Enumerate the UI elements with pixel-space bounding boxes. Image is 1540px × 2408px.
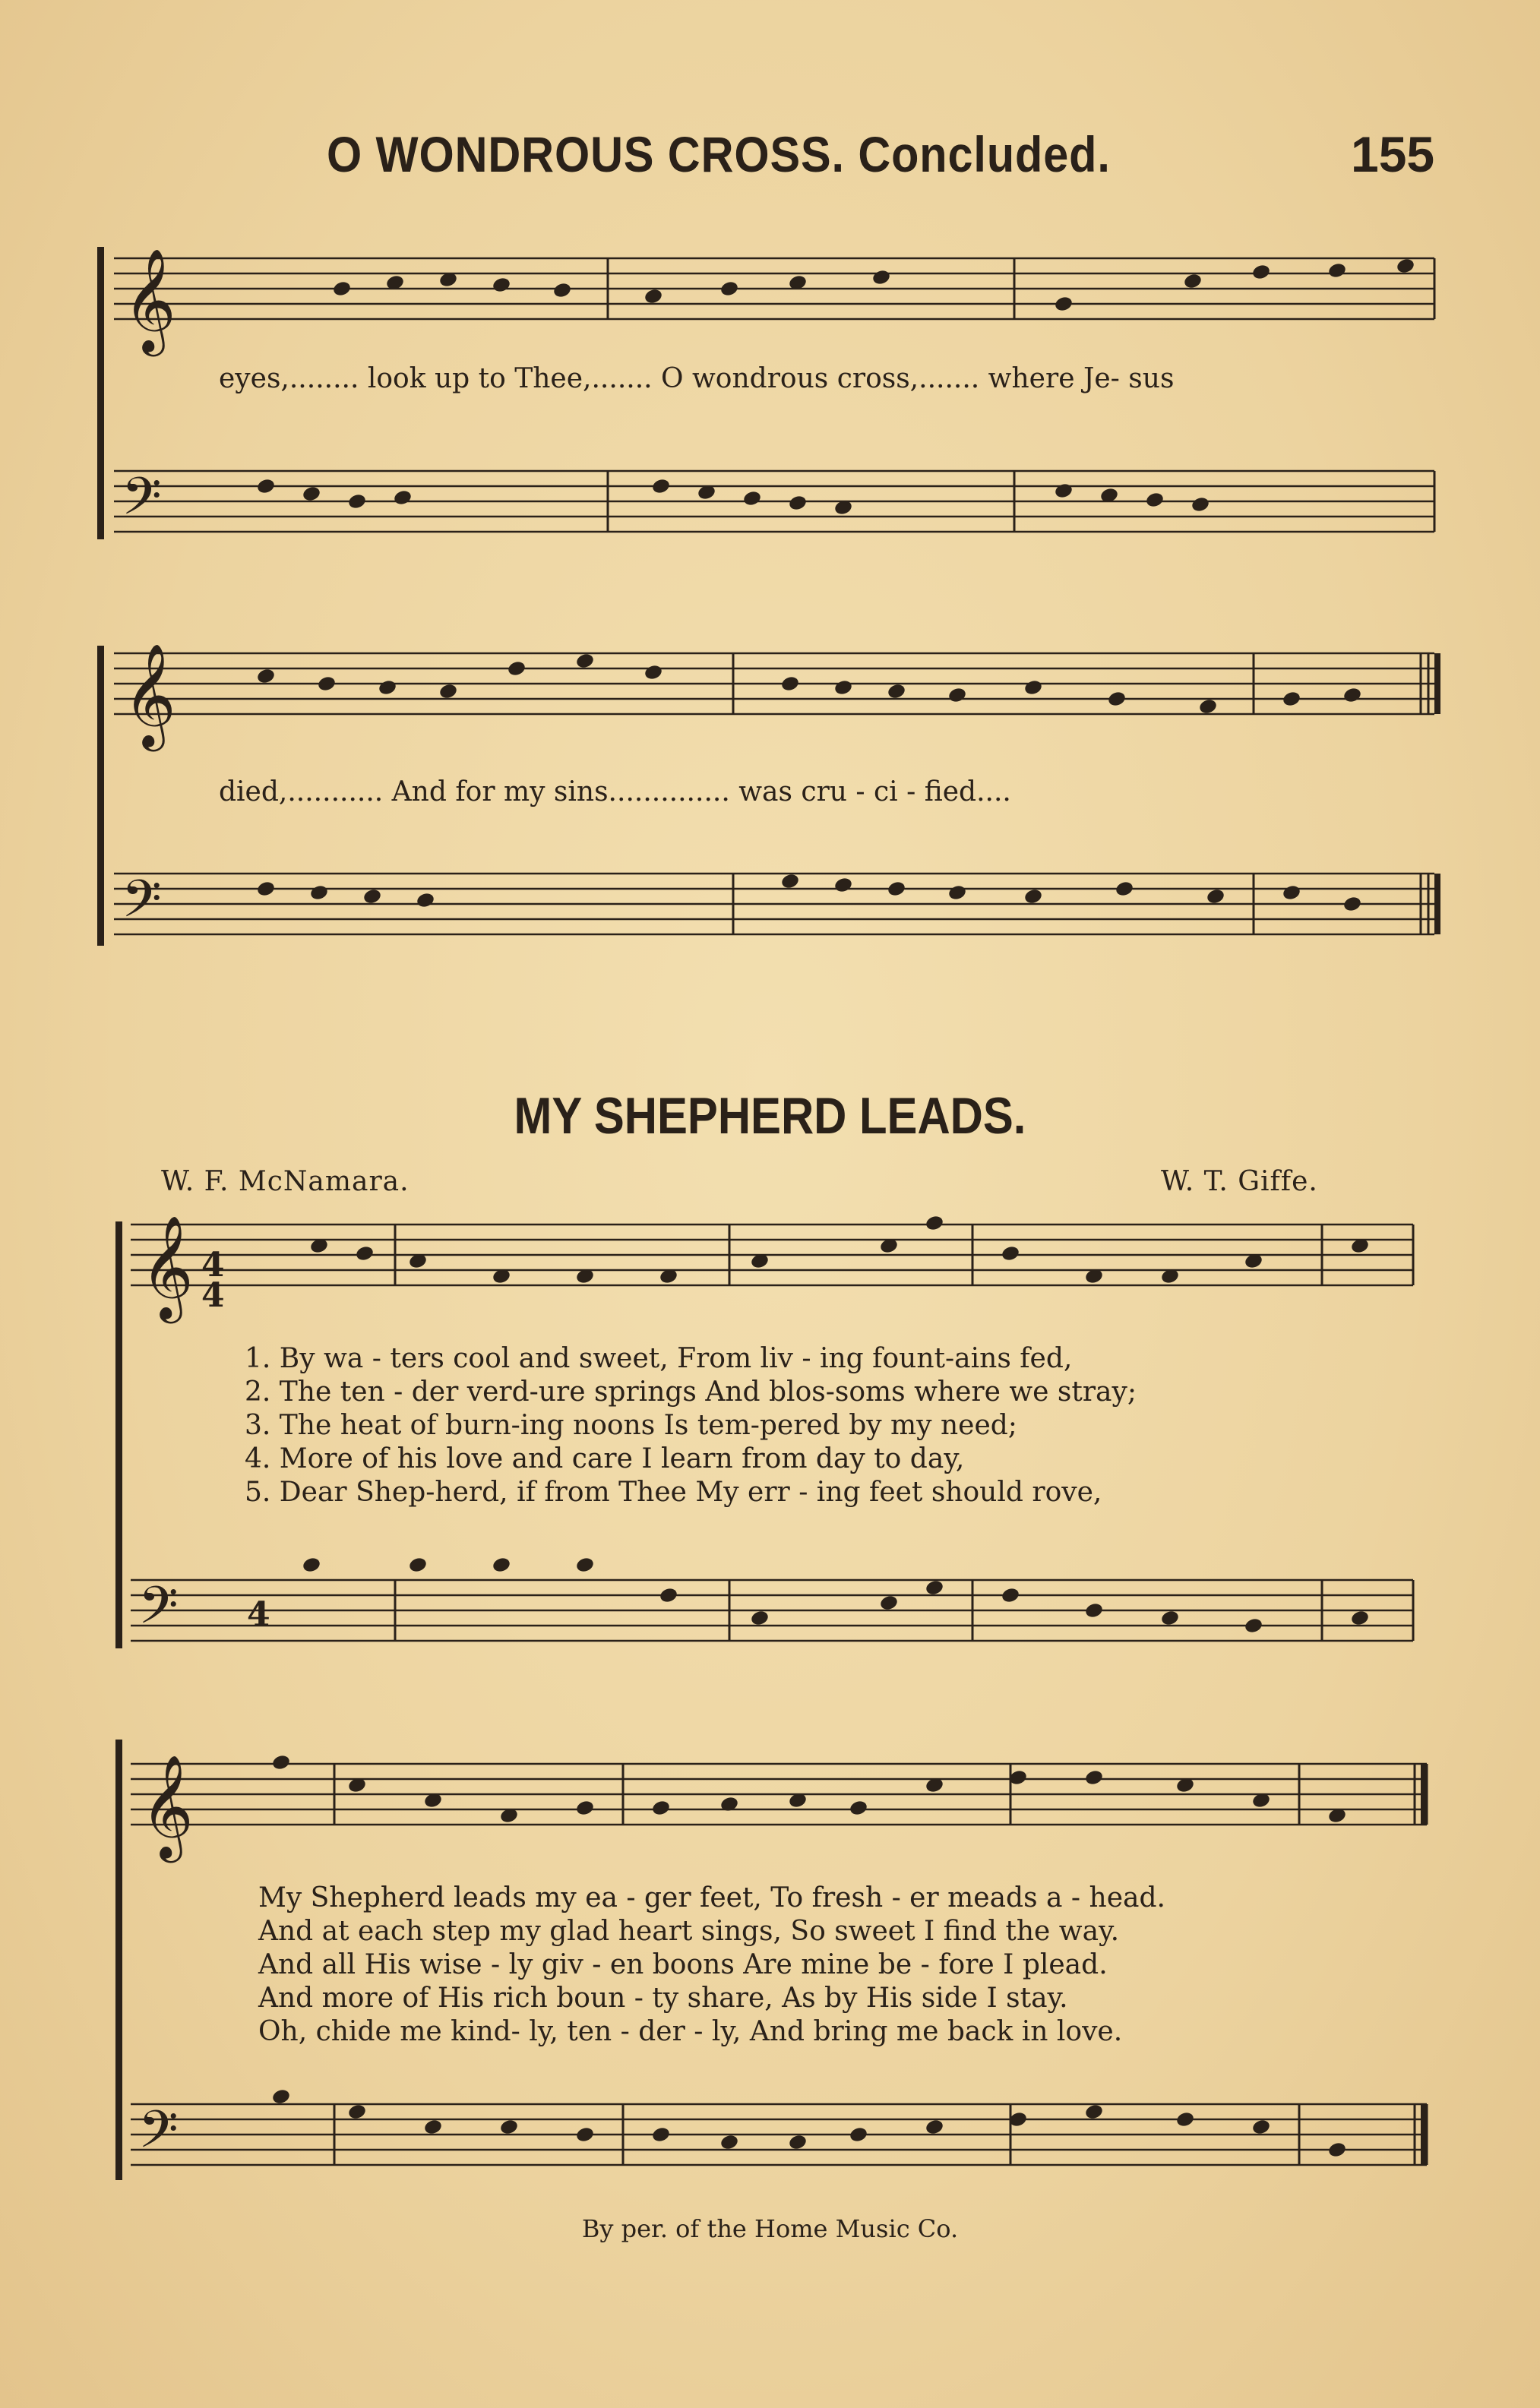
- system-2-bass-notehead: [947, 883, 967, 901]
- system-3-brace: [115, 1221, 122, 1648]
- system-1-brace: [97, 247, 104, 539]
- system-2-bass-notehead: [416, 891, 435, 909]
- system-1-treble-notehead: [492, 276, 511, 293]
- system-2-treble-notehead: [256, 667, 276, 684]
- system-3-time-sig-top: 4: [201, 1246, 225, 1285]
- system-1-treble-notehead: [871, 268, 891, 286]
- system-3-bass-notehead: [408, 1556, 428, 1573]
- system-4-treble-notehead: [849, 1799, 868, 1816]
- system-2-treble-notehead: [317, 675, 337, 692]
- page-header-title: O WONDROUS CROSS. Concluded.: [327, 126, 1111, 182]
- verses-part-2: [258, 1882, 1165, 2049]
- system-4-bass-notehead: [788, 2133, 808, 2150]
- system-2-treble-notehead: [887, 682, 906, 700]
- song-title: MY SHEPHERD LEADS.: [514, 1087, 1026, 1145]
- system-3-bass-notehead: [879, 1594, 899, 1611]
- system-3-bass-notehead: [1160, 1609, 1180, 1626]
- system-4-treble-notehead: [575, 1799, 595, 1816]
- system-3-treble-notehead: [355, 1244, 375, 1262]
- system-4-treble-notehead: [1084, 1768, 1104, 1786]
- system-1-treble-notehead: [644, 287, 663, 305]
- system-4-bass-notehead: [849, 2125, 868, 2143]
- system-1-treble-notehead: [332, 280, 352, 297]
- system-4-bass-notehead: [1084, 2103, 1104, 2120]
- system-4-bass-notehead: [575, 2125, 595, 2143]
- verse-2-part-1: 2. The ten - der verd-ure springs And blos-soms where we stray;: [245, 1376, 1137, 1408]
- composer-credit: W. T. Giffe.: [1161, 1166, 1318, 1197]
- system-2-bass-notehead: [833, 876, 853, 893]
- system-3-bass-notehead: [1244, 1616, 1263, 1634]
- system-3-bass-notehead: [575, 1556, 595, 1573]
- system-3-treble-notehead: [925, 1214, 944, 1231]
- system-2-bass-notehead: [887, 880, 906, 897]
- system-2-brace: [97, 646, 104, 946]
- system-4-bass-endbar-thick: [1421, 2104, 1427, 2165]
- system-4-bass-notehead: [1251, 2118, 1271, 2135]
- system-3-bass-notehead: [750, 1609, 770, 1626]
- system-1-bass-notehead: [1145, 491, 1165, 508]
- system-2-treble-notehead: [507, 659, 527, 677]
- system-1-bass-notehead: [302, 485, 321, 502]
- system-3-treble-notehead: [1001, 1244, 1020, 1262]
- system-2-bass-endbar-thick: [1434, 874, 1440, 934]
- system-3-bass-time-sig: 4: [247, 1595, 270, 1634]
- system-3-bass-notehead: [659, 1586, 678, 1604]
- system-2-treble-notehead: [1198, 697, 1218, 715]
- system-2-treble-endbar-thick: [1434, 653, 1440, 714]
- system-1-bass-notehead: [788, 494, 808, 511]
- system-1-treble-notehead: [1327, 261, 1347, 279]
- system-2-bass-notehead: [309, 883, 329, 901]
- system-1-bass-notehead: [347, 492, 367, 510]
- system-1-treble-notehead: [552, 281, 572, 299]
- system-4-bass-notehead: [423, 2118, 443, 2135]
- system-4-bass-notehead: [925, 2118, 944, 2135]
- system-1-treble-notehead: [1183, 272, 1203, 289]
- verse-4-part-1: 4. More of his love and care I learn from day to day,: [245, 1443, 965, 1474]
- system-2-treble-notehead: [1107, 690, 1127, 707]
- verse-1-part-2: My Shepherd leads my ea - ger feet, To fresh - er meads a - head.: [258, 1882, 1165, 1913]
- system-3-bass-notehead: [492, 1556, 511, 1573]
- system-4-bass-notehead: [719, 2133, 739, 2150]
- permission-footer: By per. of the Home Music Co.: [581, 2214, 959, 2243]
- system-3-bass-notehead: [1350, 1609, 1370, 1626]
- system-4-bass-notehead: [1327, 2141, 1347, 2158]
- system-2-bass-notehead: [1023, 887, 1043, 905]
- system-1-treble-notehead: [1396, 257, 1415, 274]
- system-2-treble-notehead: [378, 678, 397, 696]
- verse-3-part-2: And all His wise - ly giv - en boons Are mine be - fore I plead.: [258, 1949, 1108, 1980]
- system-2-treble-notehead: [575, 652, 595, 669]
- system-3-bass-notehead: [1084, 1601, 1104, 1619]
- system-4-bass-notehead: [651, 2125, 671, 2143]
- system-1-bass-notehead: [651, 477, 671, 495]
- system-3-treble-clef: 𝄞: [141, 1214, 194, 1319]
- system-4-bass-notehead: [1175, 2110, 1195, 2128]
- lyricist-credit: W. F. McNamara.: [161, 1166, 410, 1197]
- system-1-treble-clef: 𝄞: [123, 247, 176, 352]
- system-4-treble-notehead: [651, 1799, 671, 1816]
- system-2-bass-notehead: [1342, 895, 1362, 912]
- system-4-brace: [115, 1740, 122, 2180]
- system-1-bass-notehead: [256, 477, 276, 495]
- system-4-bass-notehead: [499, 2118, 519, 2135]
- verse-1-part-1: 1. By wa - ters cool and sweet, From liv - ing fount-ains fed,: [245, 1343, 1073, 1374]
- lyric-line-system-1: eyes,........ look up to Thee,....... O wondrous cross,....... where Je- sus: [219, 363, 1175, 394]
- verse-5-part-1: 5. Dear Shep-herd, if from Thee My err - ing feet should rove,: [245, 1477, 1102, 1508]
- system-2-treble-notehead: [644, 663, 663, 681]
- system-2-bass-notehead: [1206, 887, 1225, 905]
- system-1-bass-notehead: [1191, 495, 1210, 513]
- system-1-bass-clef: 𝄢: [122, 467, 162, 539]
- system-2-treble-notehead: [438, 682, 458, 700]
- system-2-bass-notehead: [1282, 883, 1301, 901]
- system-3-bass-notehead: [1001, 1586, 1020, 1604]
- system-2-bass-notehead: [256, 880, 276, 897]
- system-4-bass-clef: 𝄢: [138, 2100, 179, 2173]
- system-2-treble-notehead: [947, 686, 967, 703]
- page-number: 155: [1351, 126, 1435, 182]
- system-1-bass-notehead: [742, 489, 762, 507]
- system-2-bass-notehead: [362, 887, 382, 905]
- system-1-bass-notehead: [1054, 482, 1074, 499]
- system-2-treble-clef: 𝄞: [123, 642, 176, 747]
- verse-2-part-2: And at each step my glad heart sings, So sweet I find the way.: [258, 1916, 1120, 1947]
- system-2-treble-notehead: [1023, 678, 1043, 696]
- system-1-treble-notehead: [1054, 295, 1074, 312]
- verse-5-part-2: Oh, chide me kind- ly, ten - der - ly, And bring me back in love.: [258, 2016, 1123, 2047]
- verse-3-part-1: 3. The heat of burn-ing noons Is tem-pered by my need;: [245, 1410, 1017, 1441]
- system-2-treble-notehead: [1282, 690, 1301, 707]
- system-2-treble-notehead: [833, 678, 853, 696]
- verse-4-part-2: And more of His rich boun - ty share, As by His side I stay.: [258, 1983, 1068, 2014]
- system-3-bass-notehead: [925, 1578, 944, 1596]
- system-2-bass-notehead: [1115, 880, 1134, 897]
- system-2-bass-clef: 𝄢: [122, 870, 162, 942]
- system-3-time-sig-bottom: 4: [201, 1276, 225, 1315]
- system-4-treble-endbar-thick: [1421, 1764, 1427, 1825]
- system-2-bass-notehead: [780, 872, 800, 890]
- system-4-treble-notehead: [271, 1753, 291, 1771]
- system-4-bass-notehead: [271, 2087, 291, 2105]
- system-2-treble-notehead: [1342, 686, 1362, 703]
- system-3-bass-notehead: [302, 1556, 321, 1573]
- system-2-treble-notehead: [780, 675, 800, 692]
- system-1-treble-notehead: [719, 280, 739, 297]
- system-4-treble-clef: 𝄞: [141, 1753, 194, 1858]
- system-1-bass-notehead: [393, 488, 413, 506]
- verses-part-1: [245, 1343, 1137, 1510]
- lyric-line-system-2: died,........... And for my sins.............. was cru - ci - fied....: [219, 776, 1011, 807]
- system-1-treble-notehead: [1251, 263, 1271, 280]
- system-3-bass-clef: 𝄢: [138, 1576, 179, 1648]
- system-4-bass-notehead: [347, 2103, 367, 2120]
